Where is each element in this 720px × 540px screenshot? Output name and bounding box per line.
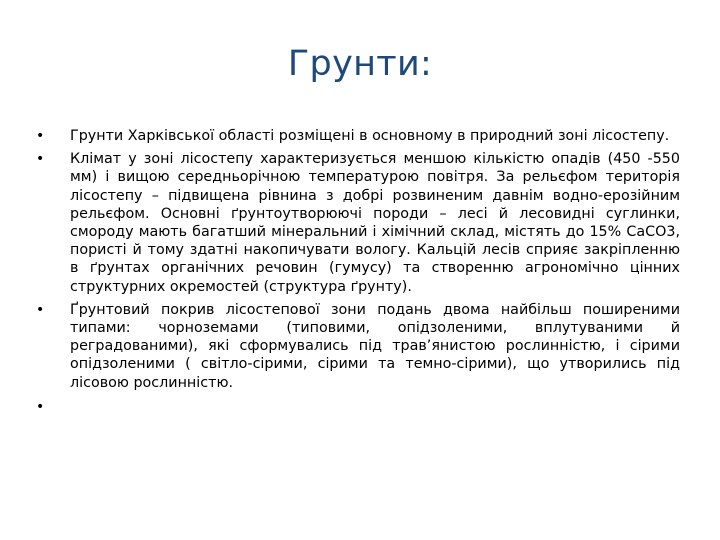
bullet-dot-icon: •	[36, 301, 45, 318]
bullet-item	[36, 150, 680, 296]
bullet-item	[36, 127, 680, 145]
bullet-text: Ґрунтовий покрив лісостепової зони подань двома найбільш поширеними типами: чорноземами (типовими, опідзоленими, вплутуваними й реградованими), які сформувались під трав’янистою рослинністю, і сірими опідзоленими ( світло-сірими, сірими та темно-сірими), що утворились під лісовою рослинністю.	[70, 301, 680, 391]
bullet-item	[36, 301, 680, 392]
bullet-text: Грунти Харківської області розміщені в основному в природний зоні лісостепу.	[70, 128, 670, 144]
bullet-dot-icon: •	[36, 398, 45, 415]
bullet-text: Клімат у зоні лісостепу характеризується меншою кількістю опадів (450 -550 мм) і вищою середньорічною температурою повітря. За рельєфом територія лісостепу – підвищена рівнина з добрі розвиненим давнім водно-ерозійним рельєфом. Основні ґрунтоутворюючі породи – лесі й лесовидні суглинки, смороду мають багатший мінеральний і хімічний склад, містять до 15% CaCO3, пористі й тому здатні накопичувати вологу. Кальцій лесів сприяє закріпленню в ґрунтах органічних речовин (гумусу) та створенню агрономічно цінних структурних окремостей (структура ґрунту).	[70, 151, 680, 295]
bullet-dot-icon: •	[36, 128, 45, 144]
bullet-item-empty	[36, 398, 680, 416]
bullet-list	[36, 127, 680, 421]
bullet-dot-icon: •	[36, 151, 45, 168]
slide-title: Грунти:	[287, 44, 433, 84]
